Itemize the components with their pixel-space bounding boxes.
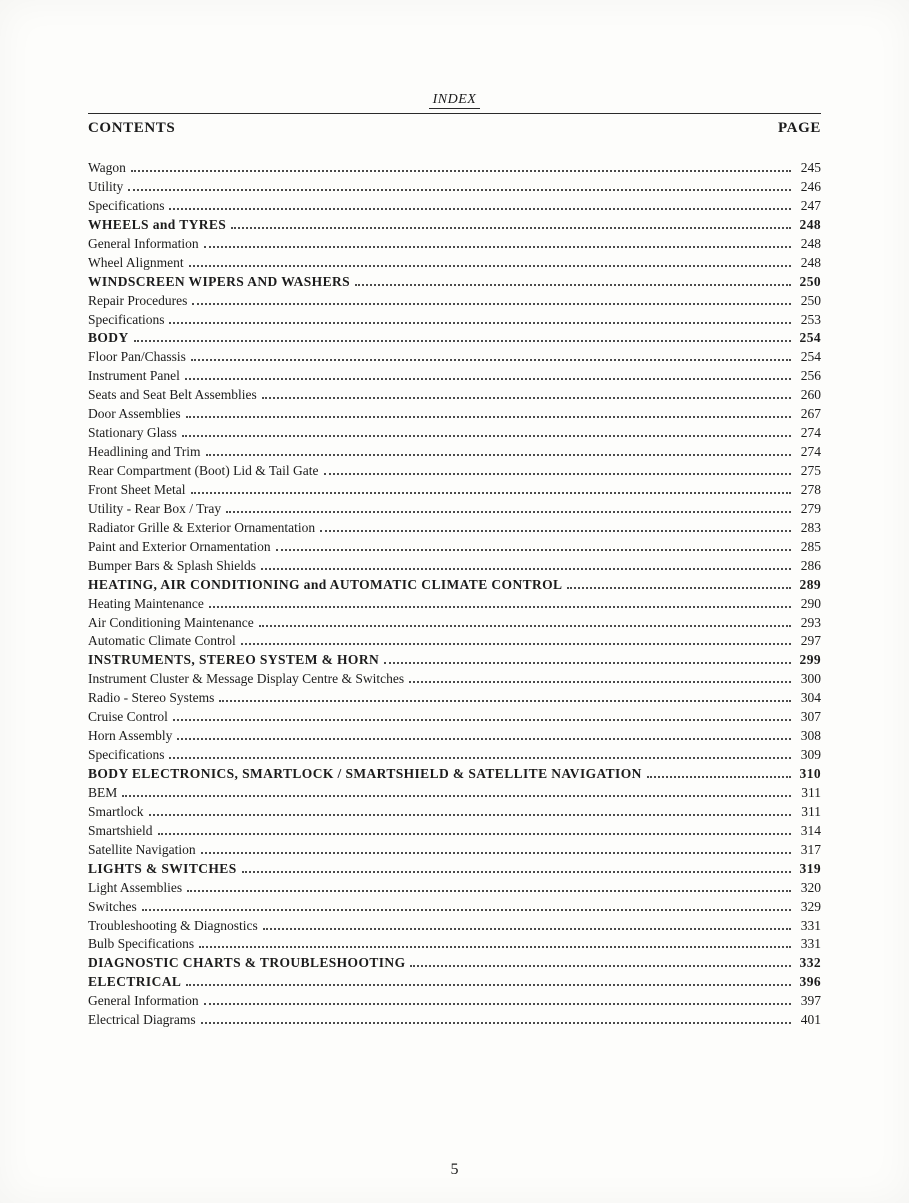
toc-entry xyxy=(88,992,821,1011)
toc-entry-page: 331 xyxy=(800,917,821,933)
dot-leader xyxy=(263,928,791,930)
toc-entry-page: 286 xyxy=(800,557,821,573)
toc-entry-label: Specifications xyxy=(88,197,165,213)
content-area xyxy=(88,92,821,1030)
dot-leader xyxy=(355,284,791,286)
toc-entry-label: Radio - Stereo Systems xyxy=(88,690,215,706)
toc-entry-label: WINDSCREEN WIPERS AND WASHERS xyxy=(88,273,351,289)
toc-entry-label: Troubleshooting & Diagnostics xyxy=(88,917,258,933)
toc-entry xyxy=(88,159,821,178)
toc-entry xyxy=(88,500,821,519)
toc-entry-label: Specifications xyxy=(88,747,165,763)
toc-entry-label: Wheel Alignment xyxy=(88,254,184,270)
dot-leader xyxy=(201,852,791,854)
toc-entry-page: 278 xyxy=(800,481,821,497)
page-number: 5 xyxy=(450,1161,459,1178)
contents-header-row xyxy=(88,120,821,137)
toc-entry-page: 274 xyxy=(800,425,821,441)
toc-entry xyxy=(88,727,821,746)
toc-entry-page: 331 xyxy=(800,936,821,952)
toc-entry-page: 267 xyxy=(800,406,821,422)
toc-entry-label: INSTRUMENTS, STEREO SYSTEM & HORN xyxy=(88,652,380,668)
dot-leader xyxy=(128,189,791,191)
toc-entry-label: Bumper Bars & Splash Shields xyxy=(88,557,256,573)
toc-entry-label: Satellite Navigation xyxy=(88,841,196,857)
dot-leader xyxy=(276,549,791,551)
toc-entry-page: 319 xyxy=(799,860,821,876)
dot-leader xyxy=(187,890,791,892)
dot-leader xyxy=(149,814,792,816)
toc-entry xyxy=(88,860,821,879)
toc-entry-page: 253 xyxy=(800,311,821,327)
toc-entry xyxy=(88,803,821,822)
toc-entry-label: Air Conditioning Maintenance xyxy=(88,614,254,630)
dot-leader xyxy=(185,378,791,380)
toc-entry xyxy=(88,235,821,254)
toc-entry xyxy=(88,973,821,992)
toc-entry xyxy=(88,348,821,367)
dot-leader xyxy=(206,454,791,456)
toc-entry-label: Automatic Climate Control xyxy=(88,633,236,649)
dot-leader xyxy=(169,322,791,324)
toc-entry-label: Specifications xyxy=(88,311,165,327)
toc-entry-label: Rear Compartment (Boot) Lid & Tail Gate xyxy=(88,463,319,478)
toc-entry-label: Wagon xyxy=(88,160,126,175)
toc-entry xyxy=(88,935,821,954)
toc-entry xyxy=(88,954,821,973)
dot-leader xyxy=(324,473,791,475)
toc-entry-label: Cruise Control xyxy=(88,709,168,725)
toc-entry-page: 299 xyxy=(799,652,821,668)
toc-entry-page: 290 xyxy=(800,595,821,611)
toc-entry-page: 254 xyxy=(799,330,821,346)
toc-entry-page: 320 xyxy=(800,879,821,895)
toc-entry-page: 314 xyxy=(800,822,821,838)
toc-entry xyxy=(88,917,821,936)
toc-entry-label: Front Sheet Metal xyxy=(88,481,186,497)
toc-entry xyxy=(88,670,821,689)
dot-leader xyxy=(122,795,791,797)
dot-leader xyxy=(259,625,791,627)
dot-leader xyxy=(186,416,791,418)
toc-entry-label: DIAGNOSTIC CHARTS & TROUBLESHOOTING xyxy=(88,955,406,971)
toc-entry-page: 248 xyxy=(800,254,821,270)
dot-leader xyxy=(262,397,791,399)
toc-entry-page: 317 xyxy=(800,841,821,857)
dot-leader xyxy=(142,909,791,911)
toc-entry-label: Stationary Glass xyxy=(88,425,177,441)
toc-entry-label: Radiator Grille & Exterior Ornamentation xyxy=(88,519,316,535)
dot-leader xyxy=(189,265,791,267)
dot-leader xyxy=(261,568,791,570)
dot-leader xyxy=(191,492,792,494)
toc-entry-label: Smartlock xyxy=(88,803,144,819)
toc-entry xyxy=(88,311,821,330)
dot-leader xyxy=(186,984,791,986)
toc-entry-label: Smartshield xyxy=(88,822,153,838)
toc-entry-page: 256 xyxy=(800,368,821,384)
toc-entry-page: 311 xyxy=(801,803,821,819)
toc-entry xyxy=(88,367,821,386)
toc-entry-label: Light Assemblies xyxy=(88,879,183,895)
toc-entry-page: 332 xyxy=(799,955,821,971)
toc-entry xyxy=(88,424,821,443)
toc-entry-label: BODY ELECTRONICS, SMARTLOCK / SMARTSHIELD & SATELLITE NAVIGATION xyxy=(88,766,642,781)
dot-leader xyxy=(169,208,791,210)
toc-entry xyxy=(88,595,821,614)
toc-entry-label: Headlining and Trim xyxy=(88,444,201,460)
toc-entry-label: Instrument Panel xyxy=(88,368,180,384)
dot-leader xyxy=(209,606,791,608)
toc-entry-page: 329 xyxy=(800,898,821,914)
toc-entry xyxy=(88,898,821,917)
toc-entry-page: 297 xyxy=(800,633,821,649)
toc-entry-page: 309 xyxy=(800,747,821,763)
dot-leader xyxy=(177,738,791,740)
dot-leader xyxy=(201,1022,791,1024)
dot-leader xyxy=(241,643,791,645)
dot-leader xyxy=(191,359,791,361)
toc-list xyxy=(88,159,821,1030)
toc-entry xyxy=(88,879,821,898)
toc-entry xyxy=(88,557,821,576)
toc-entry-label: Seats and Seat Belt Assemblies xyxy=(88,387,257,403)
toc-entry xyxy=(88,614,821,633)
dot-leader xyxy=(173,719,791,721)
toc-entry-page: 250 xyxy=(800,292,821,308)
toc-entry xyxy=(88,178,821,197)
dot-leader xyxy=(226,511,791,513)
toc-entry-label: General Information xyxy=(88,993,199,1009)
toc-entry-label: Instrument Cluster & Message Display Centre & Switches xyxy=(88,671,405,687)
toc-entry xyxy=(88,462,821,481)
toc-entry-page: 274 xyxy=(800,444,821,460)
toc-entry-label: General Information xyxy=(88,235,199,251)
dot-leader xyxy=(204,1003,791,1005)
toc-entry-page: 279 xyxy=(800,500,821,516)
toc-entry xyxy=(88,538,821,557)
dot-leader xyxy=(158,833,792,835)
toc-entry xyxy=(88,292,821,311)
toc-entry-label: Floor Pan/Chassis xyxy=(88,349,186,365)
dot-leader xyxy=(320,530,791,532)
dot-leader xyxy=(409,681,791,683)
toc-entry-page: 246 xyxy=(800,178,821,194)
toc-entry-label: Door Assemblies xyxy=(88,406,181,422)
toc-entry-page: 310 xyxy=(799,766,821,781)
toc-entry-label: HEATING, AIR CONDITIONING and AUTOMATIC CLIMATE CONTROL xyxy=(88,576,563,592)
toc-entry xyxy=(88,386,821,405)
toc-entry-label: Utility - Rear Box / Tray xyxy=(88,500,222,516)
toc-entry xyxy=(88,576,821,595)
toc-entry xyxy=(88,197,821,216)
dot-leader xyxy=(169,757,791,759)
toc-entry xyxy=(88,708,821,727)
toc-entry-page: 304 xyxy=(800,690,821,706)
toc-entry-page: 248 xyxy=(800,235,821,251)
dot-leader xyxy=(192,303,791,305)
dot-leader xyxy=(567,587,791,589)
toc-entry-page: 397 xyxy=(800,993,821,1009)
toc-entry-page: 245 xyxy=(800,160,821,175)
toc-entry-page: 260 xyxy=(800,387,821,403)
toc-entry-label: WHEELS and TYRES xyxy=(88,216,227,232)
toc-entry-page: 308 xyxy=(800,728,821,744)
toc-entry xyxy=(88,254,821,273)
toc-entry-label: Horn Assembly xyxy=(88,728,173,744)
toc-entry xyxy=(88,1011,821,1030)
toc-entry-label: BEM xyxy=(88,784,118,800)
dot-leader xyxy=(219,700,791,702)
contents-label: CONTENTS xyxy=(88,120,176,136)
toc-entry-page: 396 xyxy=(799,974,821,990)
toc-entry xyxy=(88,651,821,670)
dot-leader xyxy=(134,340,791,342)
toc-entry xyxy=(88,273,821,292)
toc-entry xyxy=(88,822,821,841)
toc-entry-page: 311 xyxy=(801,784,821,800)
toc-entry-page: 275 xyxy=(800,463,821,478)
toc-entry-label: BODY xyxy=(88,330,129,346)
toc-entry xyxy=(88,632,821,651)
toc-entry-label: Electrical Diagrams xyxy=(88,1012,196,1028)
dot-leader xyxy=(204,246,791,248)
dot-leader xyxy=(231,227,791,229)
dot-leader xyxy=(384,662,791,664)
toc-entry-page: 250 xyxy=(799,273,821,289)
toc-entry-label: Utility xyxy=(88,178,124,194)
toc-entry-page: 289 xyxy=(799,576,821,592)
toc-entry xyxy=(88,765,821,784)
toc-entry xyxy=(88,519,821,538)
page-column-label: PAGE xyxy=(778,120,821,136)
toc-entry-page: 300 xyxy=(800,671,821,687)
toc-entry xyxy=(88,405,821,424)
toc-entry-page: 307 xyxy=(800,709,821,725)
toc-entry xyxy=(88,481,821,500)
toc-entry xyxy=(88,216,821,235)
index-header xyxy=(88,92,821,110)
toc-entry-label: Heating Maintenance xyxy=(88,595,204,611)
dot-leader xyxy=(410,965,791,967)
toc-entry xyxy=(88,329,821,348)
toc-entry-page: 283 xyxy=(800,519,821,535)
toc-entry-label: Switches xyxy=(88,898,137,914)
toc-entry-page: 293 xyxy=(800,614,821,630)
toc-entry xyxy=(88,746,821,765)
dot-leader xyxy=(199,946,791,948)
toc-entry-page: 247 xyxy=(800,197,821,213)
toc-entry xyxy=(88,784,821,803)
toc-entry-page: 254 xyxy=(800,349,821,365)
toc-entry-label: Paint and Exterior Ornamentation xyxy=(88,538,271,554)
toc-entry-page: 248 xyxy=(799,216,821,232)
header-rule xyxy=(88,113,821,114)
dot-leader xyxy=(242,871,791,873)
toc-entry-label: Bulb Specifications xyxy=(88,936,195,952)
toc-entry-label: ELECTRICAL xyxy=(88,974,182,990)
toc-entry-page: 285 xyxy=(800,538,821,554)
dot-leader xyxy=(131,170,791,172)
dot-leader xyxy=(647,776,791,778)
toc-entry xyxy=(88,689,821,708)
toc-entry xyxy=(88,841,821,860)
toc-entry-page: 401 xyxy=(800,1012,821,1028)
toc-entry-label: Repair Procedures xyxy=(88,292,188,308)
toc-entry xyxy=(88,443,821,462)
index-title-text: INDEX xyxy=(429,92,481,109)
toc-entry-label: LIGHTS & SWITCHES xyxy=(88,860,237,876)
dot-leader xyxy=(182,435,791,437)
